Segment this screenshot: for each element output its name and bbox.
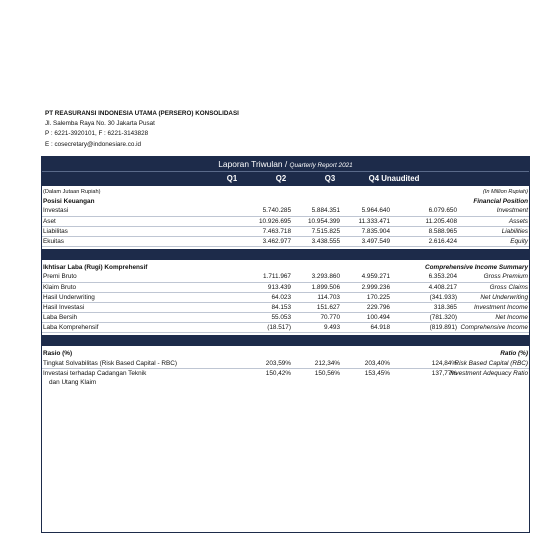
- company-name: PT REASURANSI INDONESIA UTAMA (PERSERO) KONSOLIDASI: [45, 110, 239, 117]
- row-label-en: Risk Based Capital (RBC): [454, 359, 528, 367]
- row-label-en: Gross Premium: [483, 273, 528, 281]
- q2-value: 7.515.825: [311, 227, 340, 235]
- q4-value: (781.320): [429, 314, 457, 322]
- row-label-en: Net Underwriting: [480, 293, 528, 301]
- table-row: [41, 293, 530, 303]
- table-row: [41, 359, 530, 369]
- quarter-header-row: [42, 172, 529, 185]
- row-label: Investasi terhadap Cadangan Teknik: [43, 369, 147, 377]
- q2-value: 9.493: [324, 324, 340, 332]
- q4-value: (341.933): [429, 293, 457, 301]
- financial-position-heading: [41, 197, 530, 206]
- report-title-id: Laporan Triwulan /: [218, 159, 290, 169]
- q1-value: 913.439: [267, 283, 291, 291]
- q2-value: 212,34%: [314, 359, 340, 367]
- q2-value: 70.770: [320, 314, 340, 322]
- row-label: Klaim Bruto: [43, 283, 77, 291]
- q2-value: 3.438.555: [311, 237, 340, 245]
- table-row: [41, 227, 530, 237]
- q2-value: 150,56%: [314, 369, 340, 377]
- row-label: Laba Bersih: [43, 314, 78, 322]
- q1-value: 5.740.285: [262, 207, 291, 215]
- report-title-en: Quarterly Report 2021: [289, 162, 353, 169]
- q4-value: 6.353.204: [428, 273, 457, 281]
- company-info: [45, 109, 239, 150]
- row-label-en: Equity: [510, 237, 528, 245]
- unit-label-id: (Dalam Jutaan Rupiah): [43, 189, 101, 195]
- q1-value: 203,59%: [265, 359, 291, 367]
- section-title: Ikhtisar Laba (Rugi) Komprehensif: [43, 264, 148, 272]
- q3-value: 11.333.471: [358, 217, 390, 225]
- section-title: Posisi Keuangan: [43, 198, 95, 206]
- row-label-en: Net Income: [495, 314, 528, 322]
- q1-value: 7.463.718: [262, 227, 291, 235]
- q4-value: (819.891): [429, 324, 457, 332]
- row-label: Premi Bruto: [43, 273, 77, 281]
- income-heading: [41, 263, 530, 272]
- section-title-en: Ratio (%): [500, 350, 528, 358]
- row-label: Hasil Investasi: [43, 303, 85, 311]
- unit-label-en: (In Million Rupiah): [482, 189, 528, 195]
- table-row: [41, 369, 530, 387]
- q3-value: 7.835.904: [361, 227, 390, 235]
- row-label: Investasi: [43, 207, 69, 215]
- company-address: Jl. Salemba Raya No. 30 Jakarta Pusat: [45, 120, 155, 128]
- quarterly-report-table: [41, 156, 530, 533]
- q1-value: 3.462.977: [262, 237, 291, 245]
- row-label: Tingkat Solvabilitas (Risk Based Capital - RBC): [43, 359, 178, 367]
- q2-value: 10.954.399: [308, 217, 340, 225]
- table-row: [41, 303, 530, 313]
- q3-value: 229.796: [366, 303, 390, 311]
- q3-value: 153,45%: [364, 369, 390, 377]
- row-label: Ekuitas: [43, 237, 64, 245]
- row-label: Aset: [43, 217, 56, 225]
- section-divider: [41, 335, 530, 346]
- section-divider: [41, 249, 530, 260]
- q3-value: 170.225: [366, 293, 390, 301]
- q2-value: 151.627: [316, 303, 340, 311]
- section-title: Rasio (%): [43, 350, 73, 358]
- ratio-heading: [41, 349, 530, 358]
- table-row: [41, 323, 530, 333]
- quarter-q2-header: Q2: [275, 174, 287, 183]
- row-label-en: Comprehensive Income: [460, 324, 528, 332]
- q4-value: 137,77%: [431, 369, 457, 377]
- table-row: [41, 237, 530, 247]
- section-title-en: Financial Position: [473, 198, 528, 206]
- row-label: Laba Komprehensif: [43, 324, 99, 332]
- q2-value: 3.293.860: [311, 273, 340, 281]
- table-row: [41, 283, 530, 293]
- q2-value: 114.703: [317, 293, 340, 301]
- table-row: [41, 272, 530, 282]
- table-row: [41, 313, 530, 323]
- q4-value: 8.588.965: [428, 227, 457, 235]
- q1-value: 55.053: [271, 314, 291, 322]
- q1-value: 84.153: [271, 303, 291, 311]
- row-label: Hasil Underwriting: [43, 293, 95, 301]
- q3-value: 2.999.236: [361, 283, 390, 291]
- report-header: [41, 156, 530, 186]
- q2-value: 5.884.351: [311, 207, 340, 215]
- row-label-continued: dan Utang Klaim: [49, 378, 97, 386]
- table-row: [41, 217, 530, 227]
- q3-value: 203,40%: [364, 359, 390, 367]
- row-label-en: Investment Adequacy Ratio: [450, 369, 528, 377]
- q4-value: 4.408.217: [428, 283, 457, 291]
- q4-value: 318.365: [433, 303, 457, 311]
- q4-value: 11.205.408: [425, 217, 457, 225]
- row-label: Liabilitas: [43, 227, 68, 235]
- quarter-q1-header: Q1: [226, 174, 238, 183]
- q1-value: (18.517): [267, 324, 291, 332]
- q3-value: 64.918: [370, 324, 390, 332]
- q1-value: 1.711.967: [263, 273, 291, 281]
- q1-value: 10.926.695: [259, 217, 291, 225]
- row-label-en: Gross Claims: [489, 283, 528, 291]
- company-phone: P : 6221-3920101, F : 6221-3143828: [45, 130, 149, 138]
- q3-value: 3.497.549: [361, 237, 390, 245]
- company-email: E : cosecretary@indonesiare.co.id: [45, 140, 141, 148]
- row-label-en: Investment: [496, 207, 528, 215]
- unit-row: [41, 188, 530, 197]
- row-label-en: Assets: [508, 217, 528, 225]
- q3-value: 4.959.271: [361, 273, 390, 281]
- q1-value: 64.023: [271, 293, 291, 301]
- q1-value: 150,42%: [265, 369, 291, 377]
- table-row: [41, 206, 530, 216]
- section-title-en: Comprehensive Income Summary: [425, 264, 528, 272]
- quarter-q3-header: Q3: [324, 174, 336, 183]
- q4-value: 124,84%: [431, 359, 457, 367]
- q4-value: 6.079.650: [428, 207, 457, 215]
- quarter-q4-header: Q4 Unaudited: [368, 174, 420, 183]
- q2-value: 1.899.506: [311, 283, 340, 291]
- q3-value: 5.964.640: [361, 207, 390, 215]
- report-title: [42, 157, 529, 172]
- q3-value: 100.494: [366, 314, 390, 322]
- row-label-en: Investment Income: [474, 303, 528, 311]
- q4-value: 2.616.424: [428, 237, 457, 245]
- row-label-en: Liabilities: [501, 227, 528, 235]
